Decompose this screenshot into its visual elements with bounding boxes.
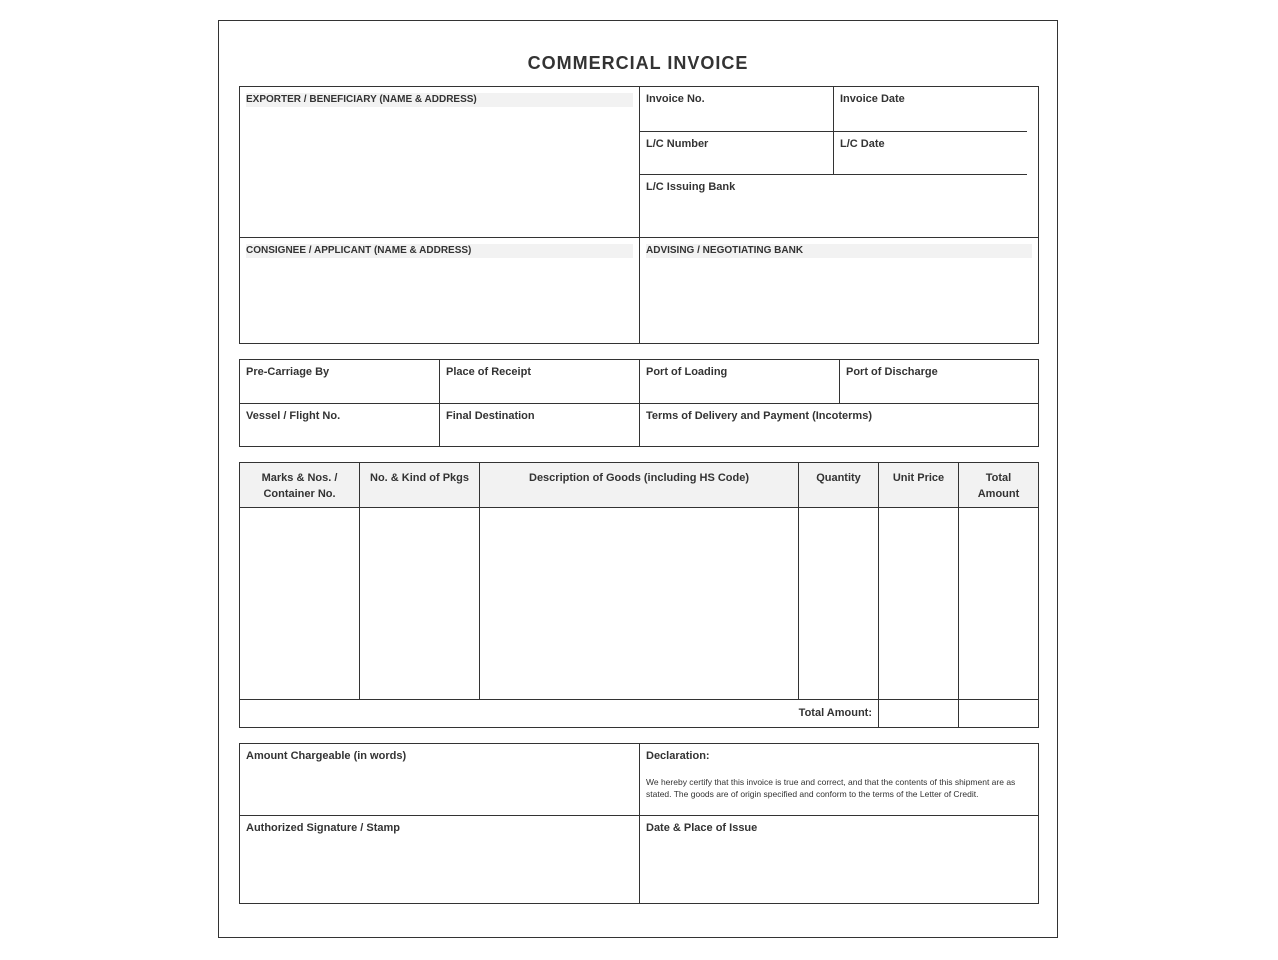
goods-table bbox=[239, 462, 1039, 728]
lc-number-field[interactable] bbox=[640, 132, 833, 175]
final-destination-field[interactable] bbox=[440, 404, 639, 446]
marks-header-line1: Marks & Nos. / bbox=[261, 472, 338, 484]
final-destination-label: Final Destination bbox=[446, 410, 535, 422]
total-amount-cell[interactable] bbox=[959, 508, 1038, 700]
unit-price-cell[interactable] bbox=[879, 508, 958, 700]
footer-section bbox=[239, 743, 1039, 904]
pkgs-header: No. & Kind of Pkgs bbox=[370, 472, 469, 484]
description-cell[interactable] bbox=[480, 508, 798, 700]
date-place-field[interactable] bbox=[640, 816, 1038, 903]
shipping-section bbox=[239, 359, 1039, 447]
column-header-quantity bbox=[799, 463, 878, 507]
date-place-label: Date & Place of Issue bbox=[646, 822, 758, 834]
declaration-label: Declaration: bbox=[646, 750, 710, 762]
document-title: COMMERCIAL INVOICE bbox=[527, 53, 749, 73]
pre-carriage-field[interactable] bbox=[240, 360, 439, 403]
column-header-pkgs bbox=[360, 463, 479, 507]
vessel-label: Vessel / Flight No. bbox=[246, 410, 341, 422]
pkgs-cell[interactable] bbox=[360, 508, 479, 700]
invoice-page bbox=[218, 20, 1058, 938]
column-header-total bbox=[959, 463, 1038, 507]
port-of-loading-label: Port of Loading bbox=[646, 366, 728, 378]
place-of-receipt-field[interactable] bbox=[440, 360, 639, 403]
signature-label: Authorized Signature / Stamp bbox=[246, 822, 401, 834]
lc-issuing-bank-label: L/C Issuing Bank bbox=[646, 181, 736, 193]
quantity-header: Quantity bbox=[816, 472, 861, 484]
declaration-text: We hereby certify that this invoice is true and correct, and that the contents of this shipment are as stated. The goods are of origin specified and conform to the terms of the Letter of Credit. bbox=[646, 777, 1016, 799]
declaration-section bbox=[640, 744, 1038, 815]
terms-field[interactable] bbox=[640, 404, 1038, 446]
exporter-label: EXPORTER / BENEFICIARY (NAME & ADDRESS) bbox=[246, 93, 633, 107]
marks-cell[interactable] bbox=[240, 508, 359, 700]
place-of-receipt-label: Place of Receipt bbox=[446, 366, 531, 378]
signature-field[interactable] bbox=[240, 816, 639, 903]
unit-price-header: Unit Price bbox=[892, 472, 945, 484]
amount-words-label: Amount Chargeable (in words) bbox=[246, 750, 407, 762]
quantity-cell[interactable] bbox=[799, 508, 878, 700]
column-header-unit-price bbox=[879, 463, 958, 507]
invoice-no-field[interactable] bbox=[640, 87, 833, 131]
lc-date-field[interactable] bbox=[834, 132, 1027, 175]
port-of-discharge-field[interactable] bbox=[840, 360, 1038, 403]
total-unit-price-field[interactable] bbox=[879, 700, 958, 727]
advising-bank-label: ADVISING / NEGOTIATING BANK bbox=[646, 244, 1032, 258]
terms-label: Terms of Delivery and Payment (Incoterms) bbox=[646, 410, 872, 422]
marks-header-line2: Container No. bbox=[263, 488, 336, 500]
lc-issuing-bank-field[interactable] bbox=[640, 175, 1038, 237]
port-of-discharge-label: Port of Discharge bbox=[846, 366, 938, 378]
pre-carriage-label: Pre-Carriage By bbox=[246, 366, 330, 378]
lc-date-label: L/C Date bbox=[840, 138, 885, 150]
description-header: Description of Goods (including HS Code) bbox=[529, 472, 749, 484]
parties-section bbox=[239, 86, 1039, 344]
column-header-description bbox=[480, 463, 798, 507]
column-header-marks bbox=[240, 463, 359, 507]
exporter-field[interactable] bbox=[240, 87, 639, 237]
total-header-line1: Total bbox=[985, 472, 1012, 484]
advising-bank-field[interactable] bbox=[640, 238, 1038, 343]
lc-number-label: L/C Number bbox=[646, 138, 709, 150]
port-of-loading-field[interactable] bbox=[640, 360, 839, 403]
invoice-date-label: Invoice Date bbox=[840, 93, 905, 105]
invoice-no-label: Invoice No. bbox=[646, 93, 705, 105]
consignee-field[interactable] bbox=[240, 238, 639, 343]
grand-total-field[interactable] bbox=[959, 700, 1038, 727]
total-amount-label: Total Amount: bbox=[798, 707, 872, 719]
amount-words-field[interactable] bbox=[240, 744, 639, 815]
invoice-date-field[interactable] bbox=[834, 87, 1027, 131]
consignee-label: CONSIGNEE / APPLICANT (NAME & ADDRESS) bbox=[246, 244, 633, 258]
total-header-line2: Amount bbox=[977, 488, 1020, 500]
vessel-field[interactable] bbox=[240, 404, 439, 446]
